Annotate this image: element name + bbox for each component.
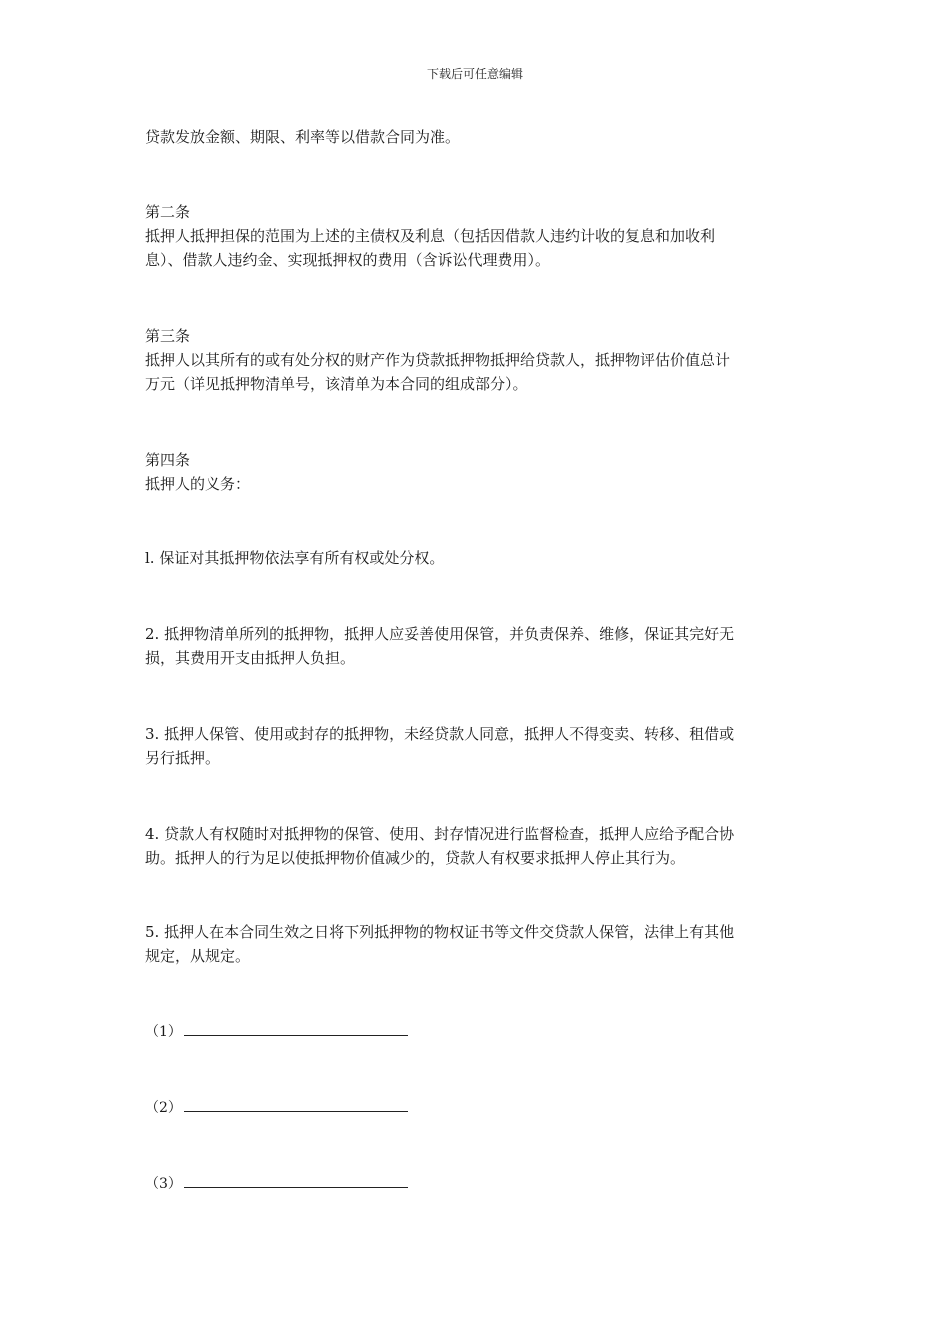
obligation-3-line-2: 另行抵押。 xyxy=(145,749,221,767)
article-3-line-2: 万元（详见抵押物清单号，该清单为本合同的组成部分）。 xyxy=(145,375,528,393)
obligation-item-2 xyxy=(145,622,810,670)
article-3-title: 第三条 xyxy=(145,327,191,345)
article-2-line-2: 息）、借款人违约金、实现抵押权的费用（含诉讼代理费用）。 xyxy=(145,251,551,269)
obligation-2-line-1: 2. 抵押物清单所列的抵押物，抵押人应妥善使用保管，并负责保养、维修，保证其完好无 xyxy=(145,625,735,643)
page-header: 下载后可任意编辑 xyxy=(426,67,523,81)
blank-label-2: （2） xyxy=(145,1100,182,1116)
obligation-item-4 xyxy=(145,822,810,870)
intro-paragraph xyxy=(145,125,810,149)
article-2 xyxy=(145,200,810,272)
blank-item-1 xyxy=(145,1020,810,1044)
blank-item-3 xyxy=(145,1172,810,1196)
obligation-item-3 xyxy=(145,722,810,770)
obligation-4-line-1: 4. 贷款人有权随时对抵押物的保管、使用、封存情况进行监督检查，抵押人应给予配合协 xyxy=(145,825,735,843)
obligation-1-line-1: l. 保证对其抵押物依法享有所有权或处分权。 xyxy=(145,549,445,567)
obligation-item-5 xyxy=(145,920,810,968)
blank-label-3: （3） xyxy=(145,1176,182,1192)
article-2-title: 第二条 xyxy=(145,203,191,221)
obligation-item-1 xyxy=(145,546,810,570)
obligation-3-line-1: 3. 抵押人保管、使用或封存的抵押物，未经贷款人同意，抵押人不得变卖、转移、租借或 xyxy=(145,725,735,743)
article-3 xyxy=(145,324,810,396)
obligation-2-line-2: 损，其费用开支由抵押人负担。 xyxy=(145,649,356,667)
obligation-5-line-2: 规定，从规定。 xyxy=(145,947,251,965)
obligation-4-line-2: 助。抵押人的行为足以使抵押物价值减少的，贷款人有权要求抵押人停止其行为。 xyxy=(145,849,686,867)
article-4-subtitle: 抵押人的义务： xyxy=(145,475,251,493)
fill-in-blank-3[interactable] xyxy=(184,1173,408,1188)
article-2-line-1: 抵押人抵押担保的范围为上述的主债权及利息（包括因借款人违约计收的复息和加收利 xyxy=(145,227,716,245)
blank-item-2 xyxy=(145,1096,810,1120)
article-4 xyxy=(145,448,810,496)
obligation-5-line-1: 5. 抵押人在本合同生效之日将下列抵押物的物权证书等文件交贷款人保管，法律上有其他 xyxy=(145,923,735,941)
article-3-line-1: 抵押人以其所有的或有处分权的财产作为贷款抵押物抵押给贷款人，抵押物评估价值总计 xyxy=(145,351,731,369)
fill-in-blank-1[interactable] xyxy=(184,1021,408,1036)
intro-text: 贷款发放金额、期限、利率等以借款合同为准。 xyxy=(145,128,461,146)
fill-in-blank-2[interactable] xyxy=(184,1097,408,1112)
blank-label-1: （1） xyxy=(145,1024,182,1040)
article-4-title: 第四条 xyxy=(145,451,191,469)
